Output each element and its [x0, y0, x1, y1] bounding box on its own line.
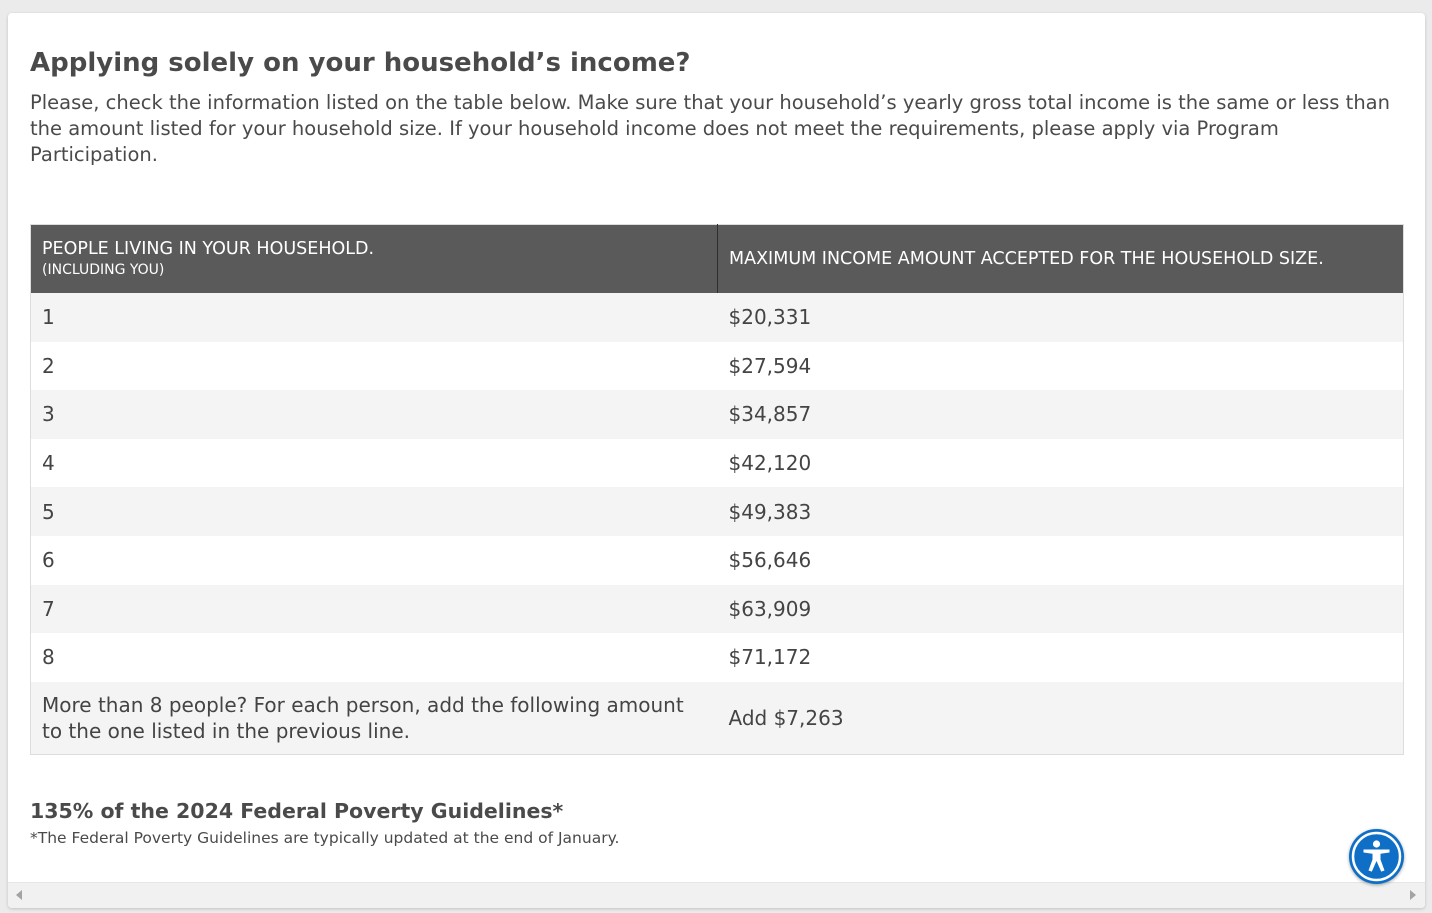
household-size-cell: 7	[31, 585, 718, 634]
scroll-left-arrow-icon[interactable]	[16, 890, 22, 900]
income-amount-cell: $20,331	[718, 293, 1404, 342]
income-amount-cell: $56,646	[718, 536, 1404, 585]
page-title: Applying solely on your household’s income?	[30, 48, 691, 78]
intro-paragraph: Please, check the information listed on the table below. Make sure that your household’s yearly gross total income is the same or less than the amount listed for your household size. If your household income does not meet the requirements, please apply via Program Participation.	[30, 91, 1390, 166]
horizontal-scrollbar[interactable]	[8, 882, 1425, 908]
table-row	[31, 536, 1404, 585]
guidelines-footnote: *The Federal Poverty Guidelines are typically updated at the end of January.	[30, 829, 620, 847]
accessibility-button[interactable]	[1349, 829, 1404, 884]
guidelines-title: 135% of the 2024 Federal Poverty Guidelines*	[30, 799, 564, 823]
table-row	[31, 585, 1404, 634]
income-amount-cell: $71,172	[718, 633, 1404, 682]
household-size-cell: 3	[31, 390, 718, 439]
table-header-row	[31, 225, 1404, 294]
household-size-cell: 8	[31, 633, 718, 682]
header-household-size-sublabel: (INCLUDING YOU)	[42, 262, 165, 278]
household-size-cell: 5	[31, 487, 718, 536]
income-amount-cell: $27,594	[718, 342, 1404, 391]
income-amount-cell: $49,383	[718, 487, 1404, 536]
table-row	[31, 487, 1404, 536]
table-row-extra-people	[31, 682, 1404, 755]
household-size-cell: 4	[31, 439, 718, 488]
table-row	[31, 342, 1404, 391]
header-household-size-label: PEOPLE LIVING IN YOUR HOUSEHOLD.	[42, 239, 375, 259]
header-household-size	[31, 225, 718, 294]
extra-people-amount-cell: Add $7,263	[718, 682, 1404, 755]
table-row	[31, 633, 1404, 682]
content-card	[8, 13, 1425, 908]
household-size-cell: 6	[31, 536, 718, 585]
income-table	[30, 224, 1404, 755]
table-row	[31, 293, 1404, 342]
table-row	[31, 439, 1404, 488]
table-row	[31, 390, 1404, 439]
income-amount-cell: $42,120	[718, 439, 1404, 488]
header-max-income-label: MAXIMUM INCOME AMOUNT ACCEPTED FOR THE HOUSEHOLD SIZE.	[729, 249, 1324, 269]
scroll-right-arrow-icon[interactable]	[1410, 890, 1416, 900]
income-amount-cell: $63,909	[718, 585, 1404, 634]
accessibility-icon	[1349, 829, 1404, 884]
header-max-income	[718, 225, 1404, 294]
household-size-cell: 1	[31, 293, 718, 342]
income-amount-cell: $34,857	[718, 390, 1404, 439]
household-size-cell: 2	[31, 342, 718, 391]
extra-people-note-cell: More than 8 people? For each person, add the following amount to the one listed in the previous line.	[31, 682, 718, 755]
